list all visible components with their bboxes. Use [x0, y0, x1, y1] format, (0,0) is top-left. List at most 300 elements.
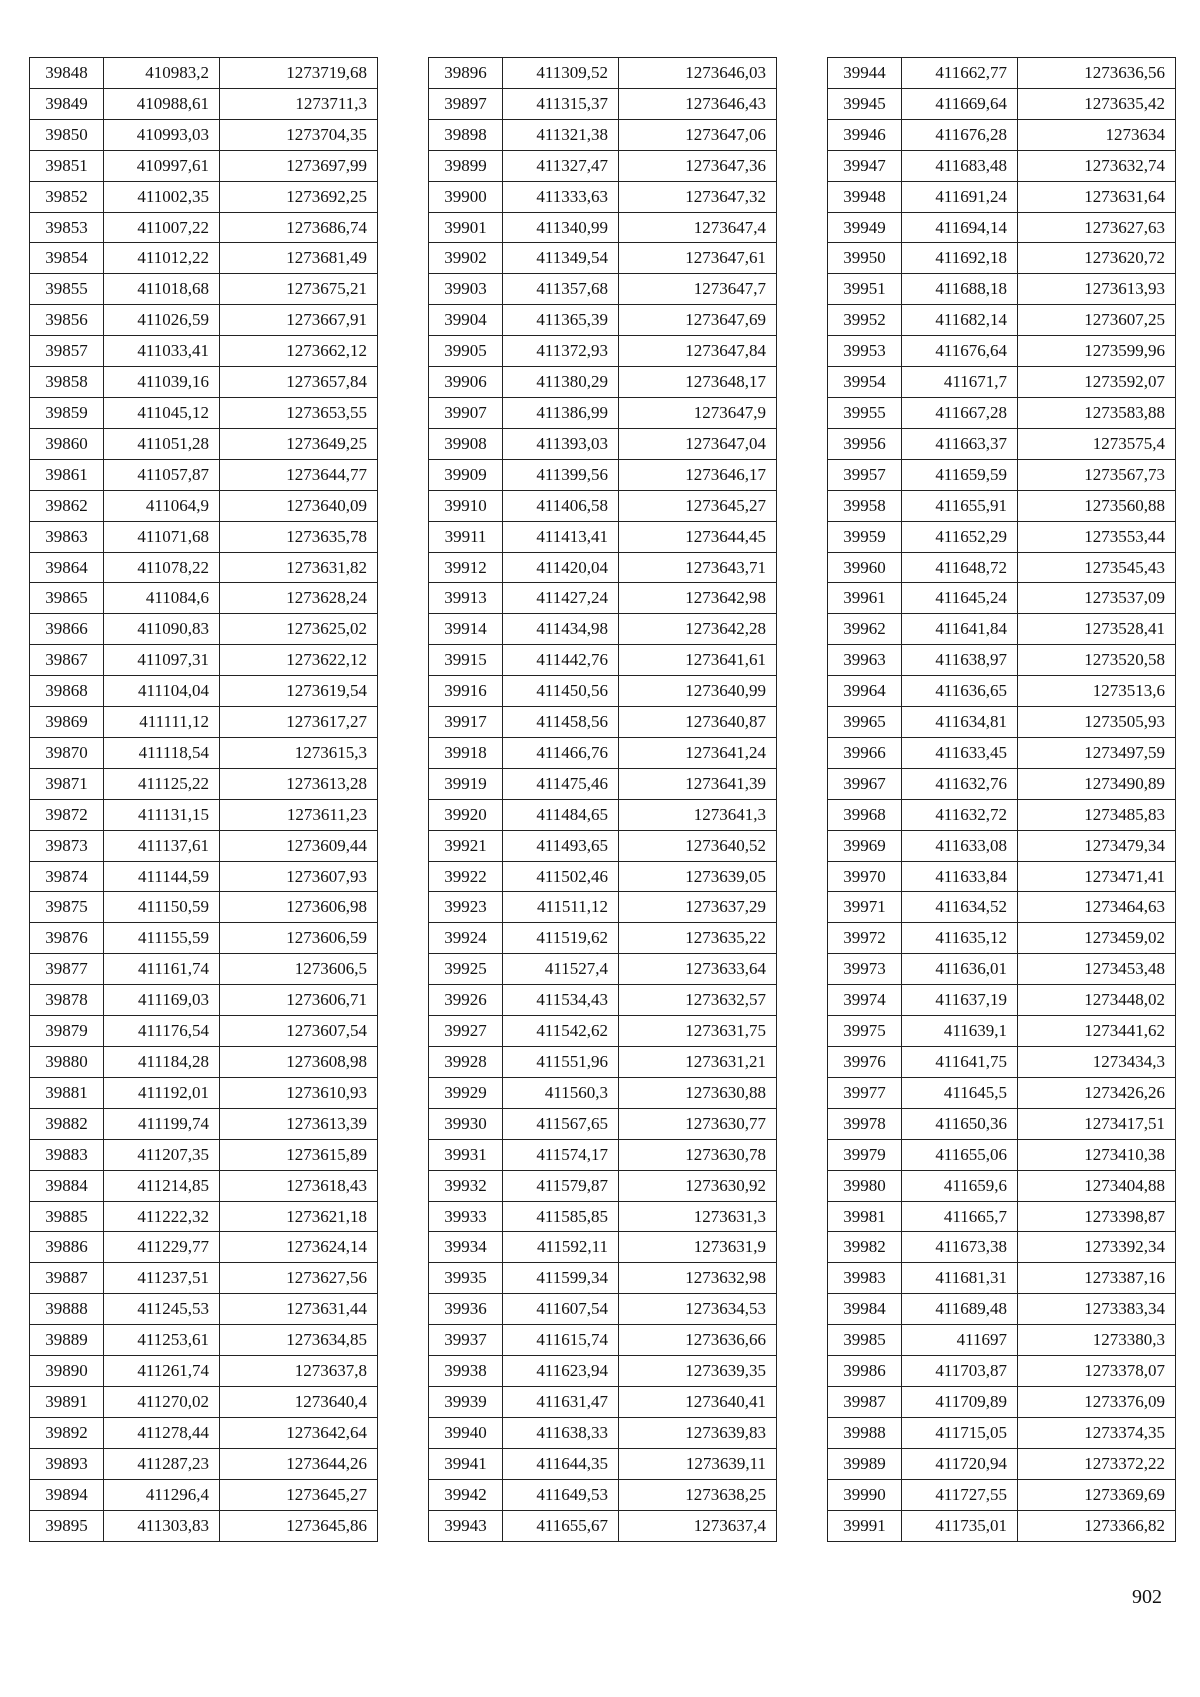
y-coordinate-cell: 1273675,21 [220, 274, 378, 305]
point-id-cell: 39849 [30, 88, 104, 119]
x-coordinate-cell: 411665,7 [902, 1201, 1018, 1232]
point-id-cell: 39962 [828, 614, 902, 645]
y-coordinate-cell: 1273647,61 [619, 243, 777, 274]
y-coordinate-cell: 1273378,07 [1018, 1356, 1176, 1387]
y-coordinate-cell: 1273608,98 [220, 1047, 378, 1078]
table-row [828, 490, 1176, 521]
x-coordinate-cell: 411192,01 [104, 1077, 220, 1108]
point-id-cell: 39886 [30, 1232, 104, 1263]
y-coordinate-cell: 1273615,89 [220, 1139, 378, 1170]
x-coordinate-cell: 411567,65 [503, 1108, 619, 1139]
x-coordinate-cell: 411551,96 [503, 1047, 619, 1078]
table-row [30, 1139, 378, 1170]
point-id-cell: 39990 [828, 1479, 902, 1510]
x-coordinate-cell: 411296,4 [104, 1479, 220, 1510]
x-coordinate-cell: 411579,87 [503, 1170, 619, 1201]
table-row [30, 985, 378, 1016]
x-coordinate-cell: 411641,84 [902, 614, 1018, 645]
table-row [429, 985, 777, 1016]
y-coordinate-cell: 1273392,34 [1018, 1232, 1176, 1263]
y-coordinate-cell: 1273647,7 [619, 274, 777, 305]
table-row [429, 119, 777, 150]
x-coordinate-cell: 411688,18 [902, 274, 1018, 305]
y-coordinate-cell: 1273639,05 [619, 861, 777, 892]
y-coordinate-cell: 1273520,58 [1018, 645, 1176, 676]
x-coordinate-cell: 410997,61 [104, 150, 220, 181]
x-coordinate-cell: 411648,72 [902, 552, 1018, 583]
y-coordinate-cell: 1273667,91 [220, 305, 378, 336]
x-coordinate-cell: 411406,58 [503, 490, 619, 521]
table-row [828, 1448, 1176, 1479]
x-coordinate-cell: 411663,37 [902, 428, 1018, 459]
y-coordinate-cell: 1273376,09 [1018, 1386, 1176, 1417]
point-id-cell: 39867 [30, 645, 104, 676]
y-coordinate-cell: 1273618,43 [220, 1170, 378, 1201]
table-row [429, 1047, 777, 1078]
table-row [30, 1108, 378, 1139]
y-coordinate-cell: 1273635,22 [619, 923, 777, 954]
point-id-cell: 39928 [429, 1047, 503, 1078]
y-coordinate-cell: 1273630,92 [619, 1170, 777, 1201]
y-coordinate-cell: 1273613,93 [1018, 274, 1176, 305]
point-id-cell: 39972 [828, 923, 902, 954]
x-coordinate-cell: 411636,65 [902, 676, 1018, 707]
y-coordinate-cell: 1273638,25 [619, 1479, 777, 1510]
point-id-cell: 39914 [429, 614, 503, 645]
y-coordinate-cell: 1273372,22 [1018, 1448, 1176, 1479]
point-id-cell: 39970 [828, 861, 902, 892]
point-id-cell: 39967 [828, 768, 902, 799]
y-coordinate-cell: 1273646,03 [619, 58, 777, 89]
x-coordinate-cell: 411676,28 [902, 119, 1018, 150]
x-coordinate-cell: 411633,84 [902, 861, 1018, 892]
x-coordinate-cell: 411527,4 [503, 954, 619, 985]
table-row [828, 1170, 1176, 1201]
point-id-cell: 39952 [828, 305, 902, 336]
x-coordinate-cell: 411735,01 [902, 1510, 1018, 1541]
point-id-cell: 39932 [429, 1170, 503, 1201]
x-coordinate-cell: 411365,39 [503, 305, 619, 336]
y-coordinate-cell: 1273662,12 [220, 336, 378, 367]
y-coordinate-cell: 1273637,8 [220, 1356, 378, 1387]
table-row [30, 119, 378, 150]
table-body [828, 58, 1176, 1542]
y-coordinate-cell: 1273681,49 [220, 243, 378, 274]
table-row [828, 397, 1176, 428]
y-coordinate-cell: 1273639,35 [619, 1356, 777, 1387]
table-row [30, 1201, 378, 1232]
table-row [828, 768, 1176, 799]
x-coordinate-cell: 411458,56 [503, 707, 619, 738]
point-id-cell: 39863 [30, 521, 104, 552]
table-row [429, 1356, 777, 1387]
x-coordinate-cell: 411229,77 [104, 1232, 220, 1263]
table-row [828, 676, 1176, 707]
x-coordinate-cell: 411645,24 [902, 583, 1018, 614]
y-coordinate-cell: 1273404,88 [1018, 1170, 1176, 1201]
y-coordinate-cell: 1273567,73 [1018, 459, 1176, 490]
y-coordinate-cell: 1273387,16 [1018, 1263, 1176, 1294]
y-coordinate-cell: 1273635,42 [1018, 88, 1176, 119]
x-coordinate-cell: 410988,61 [104, 88, 220, 119]
table-row [30, 459, 378, 490]
y-coordinate-cell: 1273647,04 [619, 428, 777, 459]
table-row [828, 1201, 1176, 1232]
table-row [429, 737, 777, 768]
y-coordinate-cell: 1273617,27 [220, 707, 378, 738]
table-row [30, 428, 378, 459]
table-row [828, 181, 1176, 212]
point-id-cell: 39853 [30, 212, 104, 243]
x-coordinate-cell: 411420,04 [503, 552, 619, 583]
table-row [429, 1325, 777, 1356]
point-id-cell: 39911 [429, 521, 503, 552]
point-id-cell: 39874 [30, 861, 104, 892]
x-coordinate-cell: 411659,6 [902, 1170, 1018, 1201]
point-id-cell: 39906 [429, 367, 503, 398]
y-coordinate-cell: 1273641,39 [619, 768, 777, 799]
y-coordinate-cell: 1273645,27 [220, 1479, 378, 1510]
y-coordinate-cell: 1273630,78 [619, 1139, 777, 1170]
y-coordinate-cell: 1273640,99 [619, 676, 777, 707]
y-coordinate-cell: 1273497,59 [1018, 737, 1176, 768]
x-coordinate-cell: 411638,33 [503, 1417, 619, 1448]
y-coordinate-cell: 1273417,51 [1018, 1108, 1176, 1139]
y-coordinate-cell: 1273630,77 [619, 1108, 777, 1139]
y-coordinate-cell: 1273646,17 [619, 459, 777, 490]
x-coordinate-cell: 411542,62 [503, 1016, 619, 1047]
y-coordinate-cell: 1273692,25 [220, 181, 378, 212]
x-coordinate-cell: 411315,37 [503, 88, 619, 119]
point-id-cell: 39850 [30, 119, 104, 150]
table-row [828, 1016, 1176, 1047]
table-row [30, 1294, 378, 1325]
point-id-cell: 39931 [429, 1139, 503, 1170]
table-row [429, 923, 777, 954]
table-row [429, 645, 777, 676]
table-row [828, 583, 1176, 614]
point-id-cell: 39915 [429, 645, 503, 676]
y-coordinate-cell: 1273441,62 [1018, 1016, 1176, 1047]
y-coordinate-cell: 1273644,26 [220, 1448, 378, 1479]
y-coordinate-cell: 1273606,59 [220, 923, 378, 954]
point-id-cell: 39951 [828, 274, 902, 305]
y-coordinate-cell: 1273697,99 [220, 150, 378, 181]
y-coordinate-cell: 1273634,85 [220, 1325, 378, 1356]
point-id-cell: 39919 [429, 768, 503, 799]
coordinate-table-1 [29, 57, 378, 1542]
y-coordinate-cell: 1273640,87 [619, 707, 777, 738]
point-id-cell: 39979 [828, 1139, 902, 1170]
point-id-cell: 39861 [30, 459, 104, 490]
y-coordinate-cell: 1273374,35 [1018, 1417, 1176, 1448]
y-coordinate-cell: 1273641,3 [619, 799, 777, 830]
table-row [30, 58, 378, 89]
x-coordinate-cell: 411638,97 [902, 645, 1018, 676]
y-coordinate-cell: 1273643,71 [619, 552, 777, 583]
x-coordinate-cell: 411045,12 [104, 397, 220, 428]
table-row [828, 923, 1176, 954]
point-id-cell: 39984 [828, 1294, 902, 1325]
x-coordinate-cell: 411633,08 [902, 830, 1018, 861]
point-id-cell: 39891 [30, 1386, 104, 1417]
x-coordinate-cell: 411534,43 [503, 985, 619, 1016]
point-id-cell: 39965 [828, 707, 902, 738]
point-id-cell: 39894 [30, 1479, 104, 1510]
table-row [828, 892, 1176, 923]
x-coordinate-cell: 411727,55 [902, 1479, 1018, 1510]
y-coordinate-cell: 1273621,18 [220, 1201, 378, 1232]
point-id-cell: 39903 [429, 274, 503, 305]
x-coordinate-cell: 411287,23 [104, 1448, 220, 1479]
x-coordinate-cell: 411502,46 [503, 861, 619, 892]
y-coordinate-cell: 1273606,5 [220, 954, 378, 985]
point-id-cell: 39907 [429, 397, 503, 428]
y-coordinate-cell: 1273485,83 [1018, 799, 1176, 830]
point-id-cell: 39981 [828, 1201, 902, 1232]
y-coordinate-cell: 1273640,52 [619, 830, 777, 861]
point-id-cell: 39948 [828, 181, 902, 212]
point-id-cell: 39958 [828, 490, 902, 521]
x-coordinate-cell: 411104,04 [104, 676, 220, 707]
table-row [30, 799, 378, 830]
x-coordinate-cell: 411349,54 [503, 243, 619, 274]
x-coordinate-cell: 411493,65 [503, 830, 619, 861]
x-coordinate-cell: 411632,72 [902, 799, 1018, 830]
y-coordinate-cell: 1273632,57 [619, 985, 777, 1016]
point-id-cell: 39947 [828, 150, 902, 181]
x-coordinate-cell: 411683,48 [902, 150, 1018, 181]
point-id-cell: 39977 [828, 1077, 902, 1108]
point-id-cell: 39956 [828, 428, 902, 459]
table-row [429, 1232, 777, 1263]
x-coordinate-cell: 411253,61 [104, 1325, 220, 1356]
x-coordinate-cell: 411615,74 [503, 1325, 619, 1356]
y-coordinate-cell: 1273592,07 [1018, 367, 1176, 398]
point-id-cell: 39950 [828, 243, 902, 274]
y-coordinate-cell: 1273410,38 [1018, 1139, 1176, 1170]
table-row [828, 274, 1176, 305]
table-row [30, 1479, 378, 1510]
y-coordinate-cell: 1273513,6 [1018, 676, 1176, 707]
point-id-cell: 39871 [30, 768, 104, 799]
x-coordinate-cell: 411574,17 [503, 1139, 619, 1170]
table-row [429, 367, 777, 398]
table-row [429, 305, 777, 336]
x-coordinate-cell: 411641,75 [902, 1047, 1018, 1078]
x-coordinate-cell: 411709,89 [902, 1386, 1018, 1417]
y-coordinate-cell: 1273704,35 [220, 119, 378, 150]
table-row [429, 1448, 777, 1479]
table-row [30, 336, 378, 367]
table-row [429, 336, 777, 367]
table-row [429, 58, 777, 89]
point-id-cell: 39904 [429, 305, 503, 336]
y-coordinate-cell: 1273619,54 [220, 676, 378, 707]
x-coordinate-cell: 411413,41 [503, 521, 619, 552]
x-coordinate-cell: 411671,7 [902, 367, 1018, 398]
x-coordinate-cell: 411691,24 [902, 181, 1018, 212]
point-id-cell: 39946 [828, 119, 902, 150]
x-coordinate-cell: 411161,74 [104, 954, 220, 985]
point-id-cell: 39973 [828, 954, 902, 985]
point-id-cell: 39943 [429, 1510, 503, 1541]
table-row [429, 243, 777, 274]
x-coordinate-cell: 411237,51 [104, 1263, 220, 1294]
point-id-cell: 39890 [30, 1356, 104, 1387]
table-row [429, 1201, 777, 1232]
point-id-cell: 39860 [30, 428, 104, 459]
table-row [828, 985, 1176, 1016]
x-coordinate-cell: 411703,87 [902, 1356, 1018, 1387]
table-row [828, 150, 1176, 181]
x-coordinate-cell: 411278,44 [104, 1417, 220, 1448]
table-row [828, 243, 1176, 274]
table-row [828, 88, 1176, 119]
y-coordinate-cell: 1273383,34 [1018, 1294, 1176, 1325]
point-id-cell: 39957 [828, 459, 902, 490]
table-row [30, 305, 378, 336]
y-coordinate-cell: 1273686,74 [220, 212, 378, 243]
x-coordinate-cell: 411650,36 [902, 1108, 1018, 1139]
x-coordinate-cell: 411592,11 [503, 1232, 619, 1263]
table-row [30, 397, 378, 428]
y-coordinate-cell: 1273537,09 [1018, 583, 1176, 614]
point-id-cell: 39902 [429, 243, 503, 274]
y-coordinate-cell: 1273479,34 [1018, 830, 1176, 861]
table-row [429, 521, 777, 552]
point-id-cell: 39893 [30, 1448, 104, 1479]
table-row [30, 88, 378, 119]
table-row [30, 676, 378, 707]
x-coordinate-cell: 411176,54 [104, 1016, 220, 1047]
x-coordinate-cell: 411039,16 [104, 367, 220, 398]
table-row [828, 336, 1176, 367]
y-coordinate-cell: 1273632,98 [619, 1263, 777, 1294]
point-id-cell: 39982 [828, 1232, 902, 1263]
point-id-cell: 39945 [828, 88, 902, 119]
x-coordinate-cell: 411199,74 [104, 1108, 220, 1139]
point-id-cell: 39939 [429, 1386, 503, 1417]
x-coordinate-cell: 411560,3 [503, 1077, 619, 1108]
y-coordinate-cell: 1273453,48 [1018, 954, 1176, 985]
point-id-cell: 39873 [30, 830, 104, 861]
y-coordinate-cell: 1273645,86 [220, 1510, 378, 1541]
point-id-cell: 39988 [828, 1417, 902, 1448]
y-coordinate-cell: 1273637,29 [619, 892, 777, 923]
y-coordinate-cell: 1273711,3 [220, 88, 378, 119]
point-id-cell: 39974 [828, 985, 902, 1016]
x-coordinate-cell: 411303,83 [104, 1510, 220, 1541]
point-id-cell: 39910 [429, 490, 503, 521]
table-row [429, 707, 777, 738]
x-coordinate-cell: 411632,76 [902, 768, 1018, 799]
point-id-cell: 39936 [429, 1294, 503, 1325]
table-row [429, 1263, 777, 1294]
table-row [30, 923, 378, 954]
point-id-cell: 39879 [30, 1016, 104, 1047]
point-id-cell: 39899 [429, 150, 503, 181]
table-row [828, 1356, 1176, 1387]
y-coordinate-cell: 1273613,39 [220, 1108, 378, 1139]
y-coordinate-cell: 1273636,56 [1018, 58, 1176, 89]
y-coordinate-cell: 1273631,64 [1018, 181, 1176, 212]
point-id-cell: 39964 [828, 676, 902, 707]
table-row [429, 1479, 777, 1510]
y-coordinate-cell: 1273646,43 [619, 88, 777, 119]
table-row [30, 892, 378, 923]
table-row [429, 1016, 777, 1047]
x-coordinate-cell: 411327,47 [503, 150, 619, 181]
y-coordinate-cell: 1273647,84 [619, 336, 777, 367]
point-id-cell: 39975 [828, 1016, 902, 1047]
x-coordinate-cell: 411519,62 [503, 923, 619, 954]
point-id-cell: 39949 [828, 212, 902, 243]
y-coordinate-cell: 1273647,4 [619, 212, 777, 243]
point-id-cell: 39852 [30, 181, 104, 212]
y-coordinate-cell: 1273642,64 [220, 1417, 378, 1448]
x-coordinate-cell: 411340,99 [503, 212, 619, 243]
point-id-cell: 39848 [30, 58, 104, 89]
y-coordinate-cell: 1273647,9 [619, 397, 777, 428]
x-coordinate-cell: 411357,68 [503, 274, 619, 305]
point-id-cell: 39898 [429, 119, 503, 150]
table-row [429, 274, 777, 305]
point-id-cell: 39858 [30, 367, 104, 398]
x-coordinate-cell: 411659,59 [902, 459, 1018, 490]
x-coordinate-cell: 411057,87 [104, 459, 220, 490]
x-coordinate-cell: 411144,59 [104, 861, 220, 892]
x-coordinate-cell: 411694,14 [902, 212, 1018, 243]
table-row [828, 58, 1176, 89]
x-coordinate-cell: 411090,83 [104, 614, 220, 645]
x-coordinate-cell: 411720,94 [902, 1448, 1018, 1479]
table-row [429, 459, 777, 490]
table-body [30, 58, 378, 1542]
x-coordinate-cell: 411018,68 [104, 274, 220, 305]
y-coordinate-cell: 1273545,43 [1018, 552, 1176, 583]
point-id-cell: 39963 [828, 645, 902, 676]
point-id-cell: 39909 [429, 459, 503, 490]
point-id-cell: 39991 [828, 1510, 902, 1541]
table-row [828, 1479, 1176, 1510]
y-coordinate-cell: 1273553,44 [1018, 521, 1176, 552]
point-id-cell: 39856 [30, 305, 104, 336]
point-id-cell: 39880 [30, 1047, 104, 1078]
y-coordinate-cell: 1273639,83 [619, 1417, 777, 1448]
y-coordinate-cell: 1273625,02 [220, 614, 378, 645]
y-coordinate-cell: 1273641,24 [619, 737, 777, 768]
point-id-cell: 39881 [30, 1077, 104, 1108]
y-coordinate-cell: 1273631,82 [220, 552, 378, 583]
page-number: 902 [1132, 1586, 1162, 1608]
x-coordinate-cell: 411631,47 [503, 1386, 619, 1417]
point-id-cell: 39980 [828, 1170, 902, 1201]
x-coordinate-cell: 411652,29 [902, 521, 1018, 552]
table-row [828, 1108, 1176, 1139]
y-coordinate-cell: 1273607,25 [1018, 305, 1176, 336]
x-coordinate-cell: 411309,52 [503, 58, 619, 89]
y-coordinate-cell: 1273653,55 [220, 397, 378, 428]
x-coordinate-cell: 411644,35 [503, 1448, 619, 1479]
table-row [429, 552, 777, 583]
table-row [828, 1386, 1176, 1417]
table-row [30, 768, 378, 799]
table-row [828, 1325, 1176, 1356]
y-coordinate-cell: 1273645,27 [619, 490, 777, 521]
table-row [828, 614, 1176, 645]
x-coordinate-cell: 411636,01 [902, 954, 1018, 985]
